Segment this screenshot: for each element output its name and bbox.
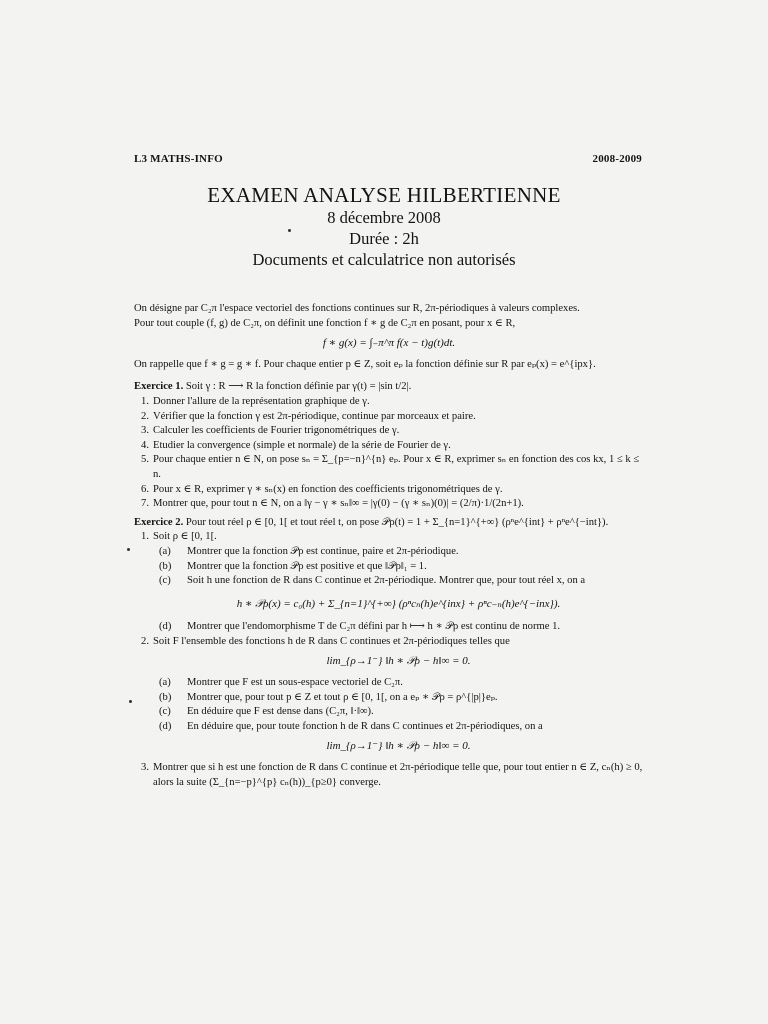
- exam-date: 8 décembre 2008: [327, 208, 441, 227]
- list-item: (b) Montrer que la fonction 𝒫ρ est positive et que ‖𝒫ρ‖₁ = 1.: [159, 560, 427, 572]
- intro-line-3: On rappelle que f ∗ g = g ∗ f. Pour chaque entier p ∈ Z, soit eₚ la fonction définie sur R par eₚ(x) = e^{ipx}.: [134, 358, 596, 370]
- exercise-1: [134, 380, 644, 511]
- exercise-1-questions: [134, 395, 644, 512]
- convolution-equation: f ∗ g(x) = ∫₋π^π f(x − t)g(t)dt.: [322, 337, 456, 350]
- list-item: (c) En déduire que F est dense dans (C₂π, ‖·‖∞).: [159, 706, 374, 718]
- list-item: (b) Montrer que, pour tout p ∈ Z et tout ρ ∈ [0, 1[, on a eₚ ∗ 𝒫ρ = ρ^{|p|}eₚ.: [159, 691, 498, 703]
- list-item: 5. Pour chaque entier n ∈ N, on pose sₙ = Σ_{p=−n}^{n} eₚ. Pour x ∈ R, exprimer sₙ en fonction des cos kx, 1 ≤ k ≤ n.: [141, 454, 640, 480]
- list-item: 2. Vérifier que la fonction γ est 2π-périodique, continue par morceaux et paire.: [141, 410, 476, 422]
- intro-line-2: Pour tout couple (f, g) de C₂π, on définit une fonction f ∗ g de C₂π en posant, pour x ∈ R,: [134, 317, 516, 329]
- list-item: (a) Montrer que F est un sous-espace vectoriel de C₂π.: [159, 677, 403, 689]
- exam-rules: Documents et calculatrice non autorisés: [252, 250, 516, 269]
- list-item: 3. Calculer les coefficients de Fourier trigonométriques de γ.: [141, 425, 400, 437]
- poisson-convolution-equation: h ∗ 𝒫ρ(x) = c₀(h) + Σ_{n=1}^{+∞} (ρⁿcₙ(h)e^{inx} + ρⁿc₋ₙ(h)e^{−inx}).: [236, 597, 561, 610]
- question-2-parts: [153, 676, 644, 734]
- list-item: 4. Etudier la convergence (simple et normale) de la série de Fourier de γ.: [141, 439, 451, 451]
- list-item: (d) En déduire que, pour toute fonction h de R dans C continues et 2π-périodiques, on a: [159, 720, 543, 732]
- scan-speck: [288, 229, 291, 232]
- scan-speck: [129, 700, 132, 703]
- limit-equation-2: lim_{ρ→1⁻} ‖h ∗ 𝒫ρ − h‖∞ = 0.: [326, 740, 471, 753]
- academic-year: 2008-2009: [592, 153, 642, 165]
- list-item: 6. Pour x ∈ R, exprimer γ ∗ sₙ(x) en fonction des coefficients trigonométriques de γ.: [141, 483, 503, 495]
- exercise-2-statement: [134, 516, 644, 531]
- exercise-1-statement: [134, 380, 644, 395]
- list-item: 3. Montrer que si h est une fonction de R dans C continue et 2π-périodique telle que, pour tout entier n ∈ Z, cₙ(h) ≥ 0, alors la suite (Σ_{n=−p}^{p} cₙ(h))_{p≥0} converge.: [141, 762, 643, 788]
- list-item: 7. Montrer que, pour tout n ∈ N, on a ‖γ − γ ∗ sₙ‖∞ = |γ(0) − (γ ∗ sₙ)(0)| = (2/π)·1/(2n+1).: [141, 498, 524, 510]
- exercise-2-text: Pour tout réel ρ ∈ [0, 1[ et tout réel t, on pose 𝒫ρ(t) = 1 + Σ_{n=1}^{+∞} (ρⁿe^{int} + ρⁿe^{−int}).: [185, 516, 609, 528]
- scan-speck: [127, 548, 130, 551]
- exercise-2: [134, 516, 644, 791]
- exercise-2-questions: [134, 530, 644, 790]
- intro-line-1: On désigne par C₂π l'espace vectoriel des fonctions continues sur R, 2π-périodiques à valeurs complexes.: [134, 303, 580, 314]
- limit-equation: lim_{ρ→1⁻} ‖h ∗ 𝒫ρ − h‖∞ = 0.: [326, 655, 471, 668]
- list-item: 1. Donner l'allure de la représentation graphique de γ.: [141, 395, 370, 407]
- exercise-1-heading: Exercice 1.: [134, 381, 184, 393]
- title-block: [0, 183, 768, 270]
- exercise-1-text: Soit γ : R ⟶ R la fonction définie par γ(t) = |sin t/2|.: [185, 381, 412, 393]
- list-item: (c) Soit h une fonction de R dans C continue et 2π-périodique. Montrer que, pour tout réel x, on a: [159, 575, 586, 587]
- exercise-2-heading: Exercice 2.: [134, 516, 184, 528]
- exam-duration: Durée : 2h: [349, 229, 419, 248]
- list-item: (d) Montrer que l'endomorphisme T de C₂π défini par h ⟼ h ∗ 𝒫ρ est continu de norme 1.: [159, 621, 561, 633]
- question-1-part-d: [153, 620, 644, 635]
- list-item: (a) Montrer que la fonction 𝒫ρ est continue, paire et 2π-périodique.: [159, 545, 459, 557]
- exam-title: EXAMEN ANALYSE HILBERTIENNE: [207, 183, 561, 207]
- list-item: 1. Soit ρ ∈ [0, 1[. (a) Montrer que la fonction 𝒫ρ est continue, paire et 2π-périodique. (b) Montrer que la fonction 𝒫ρ est positive et que ‖𝒫ρ‖₁ = 1. (c) Soit h une fonction de R dans C continue et 2π-périodique. Montrer que, pour tout réel x, on a h ∗ 𝒫ρ(x) = c₀(h) + Σ_{n=1}^{+∞} (ρⁿcₙ(h)e^{inx} + ρⁿc₋ₙ(h)e^{−inx}). (d) Montrer que l'endomorphisme T de C₂π défini par h ⟼ h ∗ 𝒫ρ est continu de norme 1.: [149, 530, 644, 635]
- list-item: 2. Soit F l'ensemble des fonctions h de R dans C continues et 2π-périodiques telles que lim_{ρ→1⁻} ‖h ∗ 𝒫ρ − h‖∞ = 0. (a) Montrer que F est un sous-espace vectoriel de C₂π. (b) Montrer que, pour tout p ∈ Z et tout ρ ∈ [0, 1[, on a eₚ ∗ 𝒫ρ = ρ^{|p|}eₚ. (c) En déduire que F est dense dans (C₂π, ‖·‖∞). (d) En déduire que, pour toute fonction h de R dans C continues et 2π-périodiques, on a lim_{ρ→1⁻} ‖h ∗ 𝒫ρ − h‖∞ = 0.: [149, 635, 644, 754]
- exam-body: [134, 302, 644, 790]
- course-label: L3 MATHS-INFO: [134, 153, 223, 165]
- question-1-parts: [153, 545, 644, 589]
